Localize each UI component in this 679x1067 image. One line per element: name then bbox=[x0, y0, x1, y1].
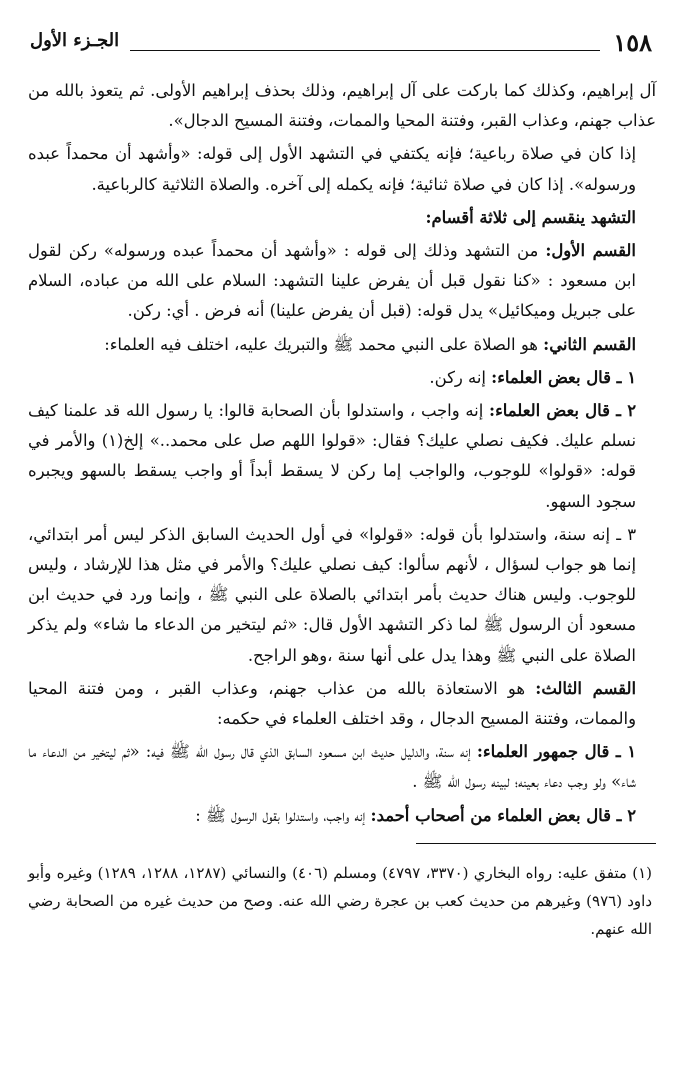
paragraph-text: إنه ركن. bbox=[429, 367, 492, 387]
document-page bbox=[28, 22, 656, 1052]
footnote-text: (١) متفق عليه: رواه البخاري (٣٣٧٠، ٤٧٩٧) ومسلم (٤٠٦) والنسائي (١٢٨٧، ١٢٨٨، ١٢٨٩) وغيره وأبو داود (٩٧٦) وغيرهم من حديث كعب بن عجرة رضي الله عنه. وصح من حديث غيره من الصحابة رضي الله عنهم. bbox=[28, 863, 653, 938]
paragraph bbox=[28, 520, 656, 671]
paragraph-text: آل إبراهيم، وكذلك كما باركت على آل إبراهيم، وذلك بحذف إبراهيم الأولى. ثم يتعوذ بالله من عذاب جهنم، وعذاب القبر، وفتنة المحيا والممات، وفتنة المسيح الدجال». bbox=[28, 81, 656, 131]
paragraph bbox=[28, 363, 656, 393]
paragraph-lead: القسم الثالث: bbox=[535, 678, 637, 698]
header-rule bbox=[130, 50, 600, 51]
paragraph-lead: ١ ـ قال بعض العلماء: bbox=[491, 367, 636, 387]
paragraph-lead: ٢ ـ قال بعض العلماء من أصحاب أحمد: bbox=[370, 805, 636, 825]
paragraph bbox=[28, 737, 656, 797]
paragraph bbox=[28, 674, 656, 734]
heading-text: التشهد ينقسم إلى ثلاثة أقسام: bbox=[425, 207, 636, 227]
paragraph-text: ٣ ـ إنه سنة، واستدلوا بأن قوله: «قولوا» في أول الحديث السابق الذكر ليس أمر ابتدائي، إنما هو جواب لسؤال ، لأنهم سألوا: كيف نصلي عليك؟ والأمر في مثل هذا للإرشاد ، وليس للوجوب. وليس هناك حديث بأمر ابتدائي بالصلاة على النبي ﷺ ، وإنما ورد في حديث ابن مسعود أن الرسول ﷺ لما ذكر التشهد الأول قال: «ثم ليتخير من الدعاء ما شاء» ولم يذكر الصلاة على النبي ﷺ وهذا يدل على أنها سنة ،وهو الراجح. bbox=[28, 524, 636, 665]
paragraph-text: إنه واجب ، واستدلوا بأن الصحابة قالوا: يا رسول الله قد علمنا كيف نسلم عليك. فكيف نصلي عليك؟ فقال: «قولوا اللهم صل على محمد..» إلخ(١) والأمر في قوله: «قولوا» للوجوب، والواجب إما ركن لا يسقط أبداً أو واجب يسقط بالسهو ويجبره سجود السهو. bbox=[28, 401, 637, 511]
paragraph bbox=[28, 236, 656, 327]
page-header bbox=[28, 22, 656, 62]
footnote bbox=[28, 859, 656, 943]
paragraph-lead: القسم الأول: bbox=[545, 241, 636, 261]
paragraph-lead: ١ ـ قال جمهور العلماء: bbox=[476, 742, 636, 762]
paragraph bbox=[28, 330, 656, 360]
paragraph bbox=[28, 801, 656, 831]
paragraph-text: إنه سنة، والدليل حديث ابن مسعود السابق الذي قال رسول الله ﷺ فيه: «ثم ليتخير من الدعاء ما شاء» ولو وجب دعاء بعينه؛ لبينه رسول الله ﷺ . bbox=[28, 742, 636, 792]
paragraph bbox=[28, 76, 656, 136]
paragraph-lead: القسم الثاني: bbox=[543, 334, 636, 354]
section-heading bbox=[28, 203, 656, 233]
paragraph bbox=[28, 396, 656, 517]
paragraph-text: هو الصلاة على النبي محمد ﷺ والتبريك عليه، اختلف فيه العلماء: bbox=[104, 334, 544, 354]
paragraph-text: هو الاستعاذة بالله من عذاب جهنم، وعذاب القبر ، ومن فتنة المحيا والممات، وفتنة المسيح الدجال ، وقد اختلف العلماء في حكمه: bbox=[28, 678, 636, 729]
paragraph-text: من التشهد وذلك إلى قوله : «وأشهد أن محمداً عبده ورسوله» ركن لقول ابن مسعود : «كنا نقول قبل أن يفرض علينا التشهد: السلام على الله من عباده، السلام على جبريل وميكائيل» يدل قوله: (قبل أن يفرض علينا) أنه فرض . أي: ركن. bbox=[28, 241, 636, 321]
paragraph-text: إذا كان في صلاة رباعية؛ فإنه يكتفي في التشهد الأول إلى قوله: «وأشهد أن محمداً عبده ورسوله». إذا كان في صلاة ثنائية؛ فإنه يكمله إلى آخره. والصلاة الثلاثية كالرباعية. bbox=[28, 144, 636, 194]
paragraph-lead: ٢ ـ قال بعض العلماء: bbox=[489, 401, 637, 421]
paragraph bbox=[28, 139, 656, 199]
footnote-separator bbox=[416, 843, 656, 844]
page-number: ١٥٨ bbox=[613, 28, 652, 57]
body-text bbox=[28, 76, 656, 831]
paragraph-text: إنه واجب، واستدلوا بقول الرسول ﷺ : bbox=[195, 805, 371, 825]
running-head: الجـزء الأول bbox=[30, 30, 120, 51]
